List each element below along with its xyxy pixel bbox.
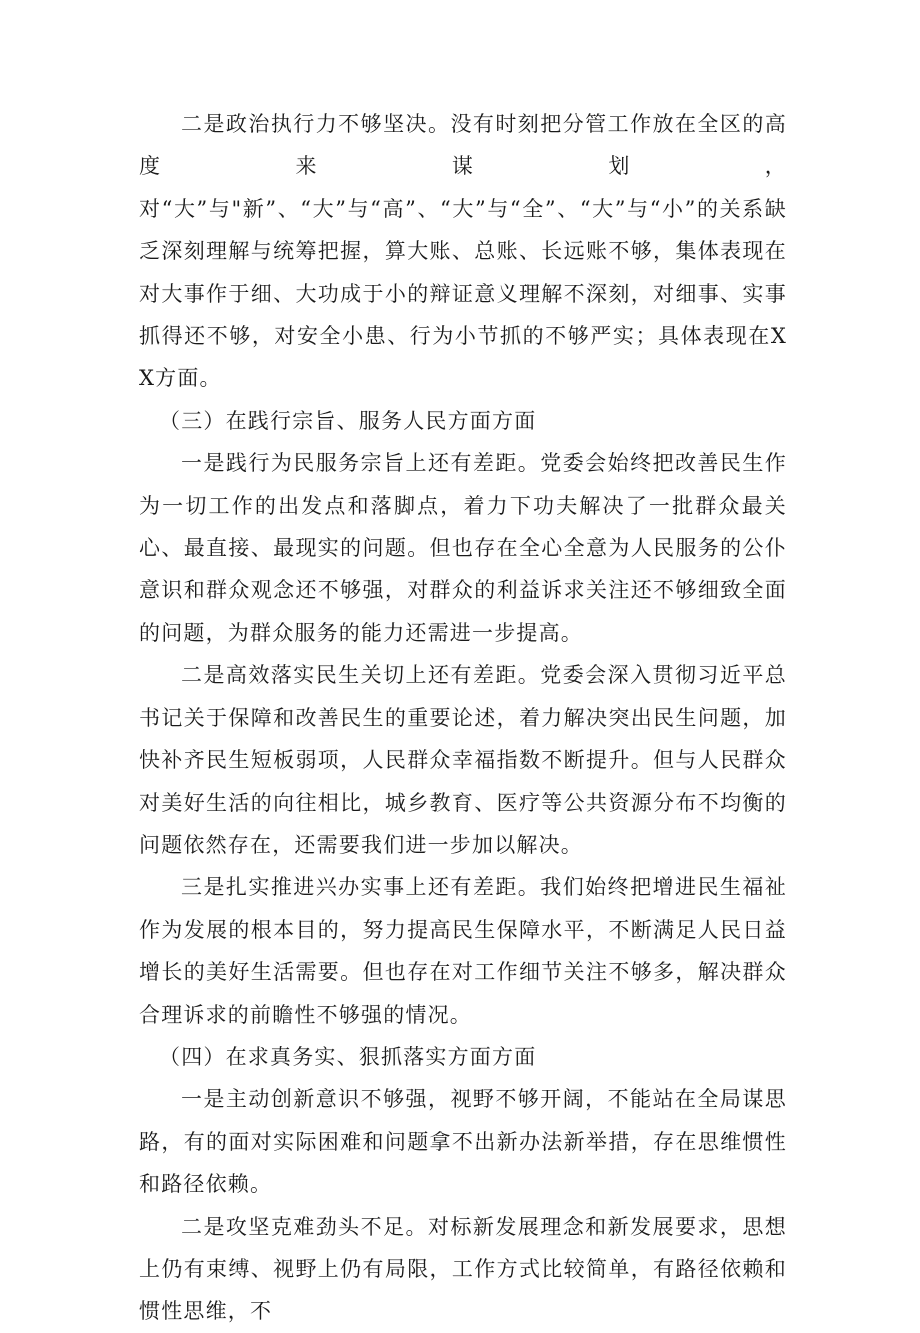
document-body bbox=[139, 103, 787, 1333]
paragraph-practical-matters: 三是扎实推进兴办实事上还有差距。我们始终把增进民生福祉作为发展的根本目的，努力提高民生保障水平，不断满足人民日益增长的美好生活需要。但也存在对工作细节关注不够多，解决群众合理诉求的前瞻性不够强的情况。 bbox=[139, 875, 787, 1027]
paragraph-political-execution: 二是政治执行力不够坚决。没有时刻把分管工作放在全区的高度来谋划，对“大”与"新”、“大”与“高”、“大”与“全”、“大”与“小”的关系缺乏深刻理解与统筹把握，算大账、总账、长远账不够，集体表现在对大事作于细、大功成于小的辩证意义理解不深刻，对细事、实事抓得还不够，对安全小患、行为小节抓的不够严实；具体表现在XX方面。 bbox=[139, 112, 787, 391]
section-heading-pragmatic-implementation: （四）在求真务实、狠抓落实方面方面 bbox=[159, 1044, 537, 1069]
paragraph-service-purpose: 一是践行为民服务宗旨上还有差距。党委会始终把改善民生作为一切工作的出发点和落脚点，着力下功夫解决了一批群众最关心、最直接、最现实的问题。但也存在全心全意为人民服务的公仆意识和群众观念还不够强，对群众的利益诉求关注还不够细致全面的问题，为群众服务的能力还需进一步提高。 bbox=[139, 451, 787, 645]
paragraph-tackling-difficulties: 二是攻坚克难劲头不足。对标新发展理念和新发展要求，思想上仍有束缚、视野上仍有局限，工作方式比较简单，有路径依赖和惯性思维，不 bbox=[139, 1214, 787, 1324]
section-heading-serve-people: （三）在践行宗旨、服务人民方面方面 bbox=[159, 408, 537, 433]
paragraph-innovation-awareness: 一是主动创新意识不够强，视野不够开阔，不能站在全局谋思路，有的面对实际困难和问题拿不出新办法新举措，存在思维惯性和路径依赖。 bbox=[139, 1087, 787, 1197]
paragraph-livelihood-concerns: 二是高效落实民生关切上还有差距。党委会深入贯彻习近平总书记关于保障和改善民生的重要论述，着力解决突出民生问题，加快补齐民生短板弱项，人民群众幸福指数不断提升。但与人民群众对美好生活的向往相比，城乡教育、医疗等公共资源分布不均衡的问题依然存在，还需要我们进一步加以解决。 bbox=[139, 663, 787, 857]
